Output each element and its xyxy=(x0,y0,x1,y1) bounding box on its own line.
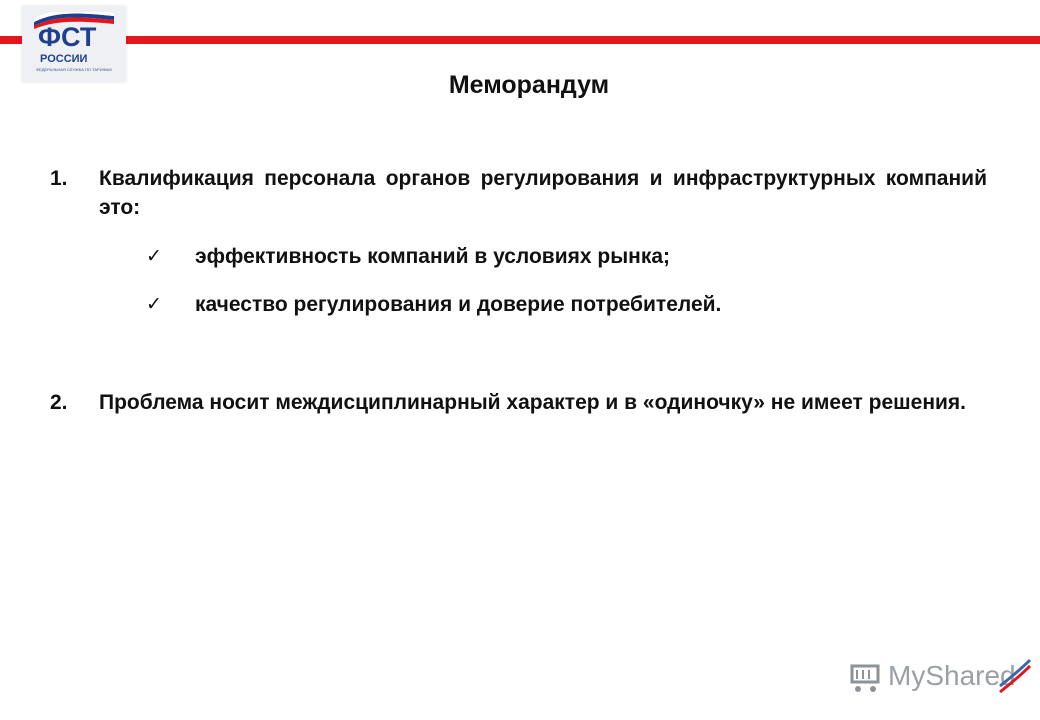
check-icon: ✓ xyxy=(146,246,162,267)
item-number: 1. xyxy=(50,167,68,190)
item-text: Проблема носит междисциплинарный характер и в «одиночку» не имеет решения. xyxy=(99,391,967,414)
myshared-watermark xyxy=(848,656,1034,698)
page-title: Меморандум xyxy=(448,71,610,99)
bullet-text: эффективность компаний в условиях рынка; xyxy=(195,245,671,268)
item-text: Квалификация персонала органов регулирования и инфраструктурных компаний это: xyxy=(99,167,987,219)
cart-icon xyxy=(848,662,884,694)
swoosh-icon xyxy=(998,656,1032,696)
header-red-rule xyxy=(0,36,1040,44)
logo-country-name: РОССИИ xyxy=(40,53,88,65)
memo-item-1 xyxy=(50,164,987,222)
logo-abbreviation: ФСТ xyxy=(38,22,97,52)
item-number: 2. xyxy=(50,391,68,414)
check-icon: ✓ xyxy=(146,294,162,315)
logo-tagline: ФЕДЕРАЛЬНАЯ СЛУЖБА ПО ТАРИФАМ xyxy=(36,68,112,72)
memo-item-2 xyxy=(50,388,987,417)
watermark-text: MyShared xyxy=(888,660,1016,691)
bullet-text: качество регулирования и доверие потребителей. xyxy=(195,293,722,316)
